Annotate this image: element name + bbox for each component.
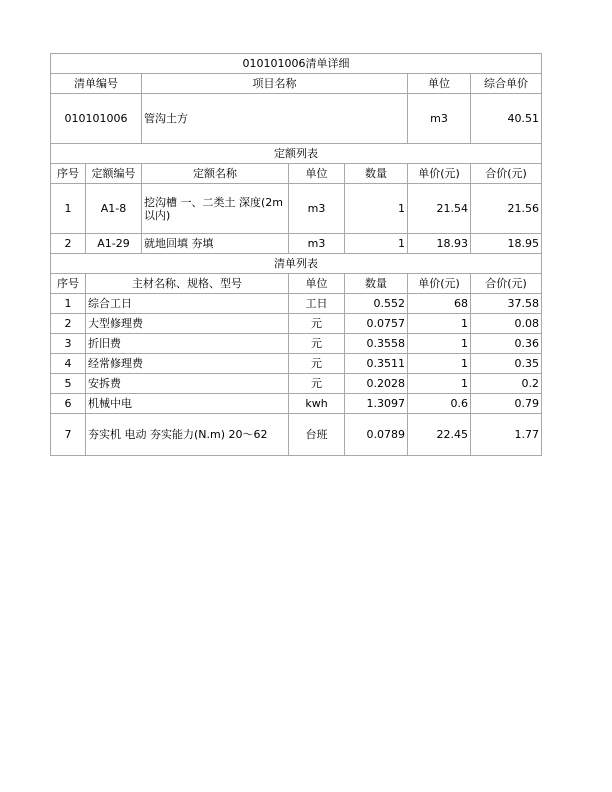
material-total: 37.58 xyxy=(471,294,542,314)
quota-price: 21.54 xyxy=(408,184,471,234)
bill-header-row xyxy=(51,74,542,94)
material-qty: 0.0757 xyxy=(345,314,408,334)
material-row xyxy=(51,354,542,374)
title-row xyxy=(51,54,542,74)
material-qty: 0.3511 xyxy=(345,354,408,374)
material-price: 1 xyxy=(408,314,471,334)
quota-section-row xyxy=(51,144,542,164)
quota-code-header: 定额编号 xyxy=(86,164,142,184)
bill-unit: m3 xyxy=(408,94,471,144)
material-name: 经常修理费 xyxy=(86,354,289,374)
material-seq: 2 xyxy=(51,314,86,334)
material-header-row xyxy=(51,274,542,294)
quota-row xyxy=(51,184,542,234)
material-total: 0.35 xyxy=(471,354,542,374)
material-unit: 元 xyxy=(289,314,345,334)
quota-name: 挖沟槽 一、二类土 深度(2m以内) xyxy=(142,184,289,234)
material-section-row xyxy=(51,254,542,274)
bill-detail-table xyxy=(50,53,542,456)
quota-seq: 2 xyxy=(51,234,86,254)
material-unit: 台班 xyxy=(289,414,345,456)
material-seq: 5 xyxy=(51,374,86,394)
material-name: 夯实机 电动 夯实能力(N.m) 20～62 xyxy=(86,414,289,456)
quota-qty: 1 xyxy=(345,184,408,234)
material-price: 68 xyxy=(408,294,471,314)
quota-row xyxy=(51,234,542,254)
material-name: 安拆费 xyxy=(86,374,289,394)
quota-name: 就地回填 夯填 xyxy=(142,234,289,254)
material-name: 大型修理费 xyxy=(86,314,289,334)
material-row xyxy=(51,414,542,456)
quota-code: A1-8 xyxy=(86,184,142,234)
material-row xyxy=(51,314,542,334)
material-unit: 元 xyxy=(289,354,345,374)
material-unit: 元 xyxy=(289,334,345,354)
quota-total: 18.95 xyxy=(471,234,542,254)
material-unit: 工日 xyxy=(289,294,345,314)
bill-code-header: 清单编号 xyxy=(51,74,142,94)
material-section-title: 清单列表 xyxy=(51,254,542,274)
material-qty: 1.3097 xyxy=(345,394,408,414)
quota-unit: m3 xyxy=(289,184,345,234)
material-seq: 6 xyxy=(51,394,86,414)
material-unit: kwh xyxy=(289,394,345,414)
material-total: 1.77 xyxy=(471,414,542,456)
material-row xyxy=(51,294,542,314)
quota-name-header: 定额名称 xyxy=(142,164,289,184)
bill-name-header: 项目名称 xyxy=(142,74,408,94)
quota-header-row xyxy=(51,164,542,184)
material-name: 机械中电 xyxy=(86,394,289,414)
quota-price-header: 单价(元) xyxy=(408,164,471,184)
material-price: 1 xyxy=(408,374,471,394)
quota-qty-header: 数量 xyxy=(345,164,408,184)
material-total-header: 合价(元) xyxy=(471,274,542,294)
material-total: 0.36 xyxy=(471,334,542,354)
quota-price: 18.93 xyxy=(408,234,471,254)
bill-unit-price-header: 综合单价 xyxy=(471,74,542,94)
material-qty: 0.3558 xyxy=(345,334,408,354)
material-row xyxy=(51,394,542,414)
material-total: 0.08 xyxy=(471,314,542,334)
bill-row xyxy=(51,94,542,144)
material-total: 0.79 xyxy=(471,394,542,414)
quota-total-header: 合价(元) xyxy=(471,164,542,184)
material-unit-header: 单位 xyxy=(289,274,345,294)
material-seq: 3 xyxy=(51,334,86,354)
material-row xyxy=(51,334,542,354)
quota-seq: 1 xyxy=(51,184,86,234)
quota-unit: m3 xyxy=(289,234,345,254)
material-price: 22.45 xyxy=(408,414,471,456)
material-seq-header: 序号 xyxy=(51,274,86,294)
quota-section-title: 定额列表 xyxy=(51,144,542,164)
material-price-header: 单价(元) xyxy=(408,274,471,294)
material-seq: 1 xyxy=(51,294,86,314)
material-name: 折旧费 xyxy=(86,334,289,354)
material-price: 0.6 xyxy=(408,394,471,414)
material-qty: 0.2028 xyxy=(345,374,408,394)
material-name: 综合工日 xyxy=(86,294,289,314)
material-qty-header: 数量 xyxy=(345,274,408,294)
material-name-header: 主材名称、规格、型号 xyxy=(86,274,289,294)
quota-qty: 1 xyxy=(345,234,408,254)
bill-unit-price: 40.51 xyxy=(471,94,542,144)
material-price: 1 xyxy=(408,334,471,354)
material-price: 1 xyxy=(408,354,471,374)
material-unit: 元 xyxy=(289,374,345,394)
material-qty: 0.552 xyxy=(345,294,408,314)
material-seq: 4 xyxy=(51,354,86,374)
quota-total: 21.56 xyxy=(471,184,542,234)
material-row xyxy=(51,374,542,394)
quota-code: A1-29 xyxy=(86,234,142,254)
material-seq: 7 xyxy=(51,414,86,456)
bill-unit-header: 单位 xyxy=(408,74,471,94)
bill-name: 管沟土方 xyxy=(142,94,408,144)
material-qty: 0.0789 xyxy=(345,414,408,456)
sheet-title: 010101006清单详细 xyxy=(51,54,542,74)
quota-unit-header: 单位 xyxy=(289,164,345,184)
quota-seq-header: 序号 xyxy=(51,164,86,184)
bill-code: 010101006 xyxy=(51,94,142,144)
material-total: 0.2 xyxy=(471,374,542,394)
